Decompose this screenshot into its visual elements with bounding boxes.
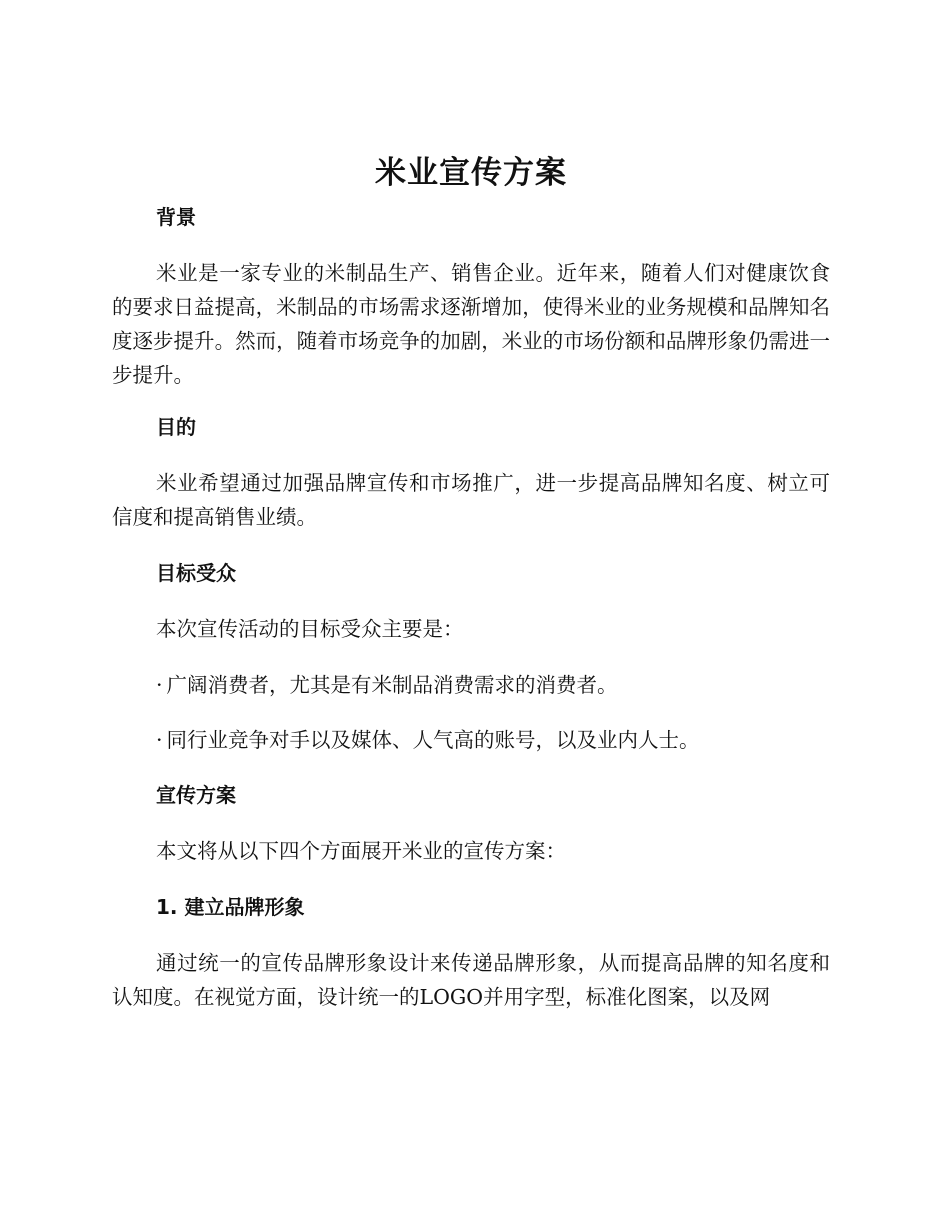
section-heading-audience: 目标受众 (156, 561, 236, 585)
purpose-paragraph: 米业希望通过加强品牌宣传和市场推广，进一步提高品牌知名度、树立可信度和提高销售业绩。 (112, 471, 830, 529)
background-paragraph: 米业是一家专业的米制品生产、销售企业。近年来，随着人们对健康饮食的要求日益提高，米制品的市场需求逐渐增加，使得米业的业务规模和品牌知名度逐步提升。然而，随着市场竞争的加剧，米业的市场份额和品牌形象仍需进一步提升。 (112, 261, 830, 387)
list-item (112, 670, 830, 700)
audience-intro: 本次宣传活动的目标受众主要是： (156, 617, 464, 641)
list-item (112, 725, 830, 755)
bullet-symbol: · (156, 673, 163, 697)
bullet-symbol: · (156, 728, 163, 752)
document-body (112, 150, 830, 1034)
brand-image-paragraph: 通过统一的宣传品牌形象设计来传递品牌形象，从而提高品牌的知名度和认知度。在视觉方面，设计统一的LOGO并用字型，标准化图案，以及网 (112, 951, 830, 1009)
section-heading-background: 背景 (156, 205, 196, 229)
section-heading-purpose: 目的 (156, 415, 196, 439)
plan-intro: 本文将从以下四个方面展开米业的宣传方案： (156, 839, 566, 863)
document-title: 米业宣传方案 (375, 155, 567, 191)
section-heading-plan: 宣传方案 (156, 783, 236, 807)
subsection-heading-brand-image: 1. 建立品牌形象 (156, 895, 305, 919)
list-item-text: 同行业竞争对手以及媒体、人气高的账号，以及业内人士。 (166, 728, 700, 752)
list-item-text: 广阔消费者，尤其是有米制品消费需求的消费者。 (166, 673, 618, 697)
